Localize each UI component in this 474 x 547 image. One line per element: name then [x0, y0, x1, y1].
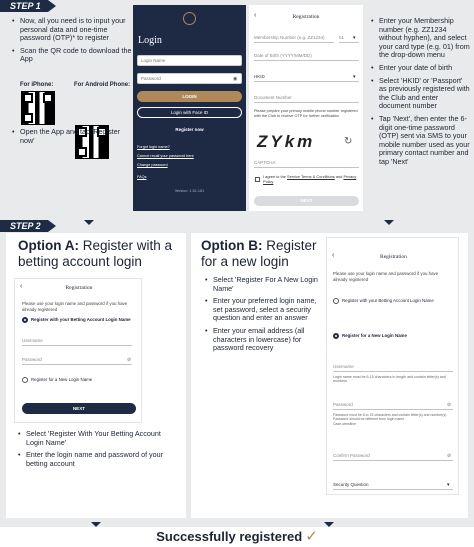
- step1-right-bullets: [371, 17, 471, 171]
- option-a-label: Option A:: [18, 238, 79, 253]
- option-a-title-rest: Register with a betting account login: [18, 238, 173, 269]
- login-screen: [133, 5, 246, 211]
- password-hints: [333, 413, 453, 426]
- option-b-title-rest: Register for a new login: [201, 238, 317, 269]
- registration-screen-step1: [249, 5, 363, 211]
- password-field-b[interactable]: Password: [333, 400, 453, 410]
- register-now-link[interactable]: Register now: [175, 127, 204, 132]
- next-button-step1[interactable]: NEXT: [254, 196, 359, 206]
- success-text: Successfully registered: [156, 529, 303, 544]
- option-a-card: [6, 233, 186, 518]
- login-title: Login: [138, 35, 162, 46]
- bullet-enter-email: • Enter your email address (all characters in lowercase) for password recovery: [205, 327, 323, 353]
- step-2-tag: STEP 2: [0, 220, 48, 232]
- password-field-a[interactable]: Password: [22, 355, 132, 365]
- step1-open-app-bullet: [12, 128, 132, 149]
- refresh-icon[interactable]: ↻: [344, 136, 353, 147]
- security-question-select[interactable]: Security Question: [333, 480, 453, 490]
- bullet-open-app: • Open the App and tap 'Register now': [12, 128, 132, 145]
- option-a-phone: [14, 278, 142, 423]
- terms-checkbox[interactable]: [255, 177, 260, 182]
- terms-prefix: I agree to the: [263, 174, 286, 179]
- arrow-down-icon: [384, 220, 394, 225]
- radio-betting-label-a: Register with your Betting Account Login Name: [31, 317, 131, 323]
- username-field-a[interactable]: Username: [22, 336, 132, 346]
- username-hint: Login name must be 6-15 characters in length and contain letter(s) and numbers: [333, 375, 446, 384]
- terms-and: and: [335, 174, 343, 179]
- bullet-enter-login: • Enter the login name and password of your betting account: [18, 451, 180, 468]
- radio-selected-icon: [22, 317, 28, 323]
- document-type-select[interactable]: HKID: [254, 72, 359, 82]
- terms-text: [263, 175, 359, 185]
- eye-off-icon[interactable]: ⊘: [447, 453, 452, 459]
- iphone-qr-code: [21, 91, 55, 125]
- bullet-otp: • Tap 'Next', then enter the 6-digit one-time password (OTP) sent via SMS to your mobile number used as your primary contact number and tap 'Next': [371, 115, 471, 167]
- eye-off-icon[interactable]: ⊘: [127, 357, 132, 363]
- password-hint-2: Password should be different from login name: [333, 417, 405, 422]
- membership-number-field[interactable]: Membership Number (e.g. ZZ1234): [254, 33, 334, 43]
- bullet-select-new-login: • Select 'Register For A New Login Name': [205, 276, 323, 293]
- radio-new-login-a[interactable]: [22, 377, 137, 383]
- registration-title-b: Registration: [380, 254, 407, 260]
- privacy-link[interactable]: Privacy Policy: [263, 174, 357, 184]
- instruction-b: Please use your login name and password if you have already registered: [333, 271, 439, 282]
- radio-selected-icon: [333, 333, 339, 339]
- club-logo: [183, 12, 196, 25]
- back-chevron-icon[interactable]: ‹: [332, 252, 335, 259]
- forgot-login-link[interactable]: Forgot login name?: [137, 145, 170, 149]
- next-button-a[interactable]: NEXT: [22, 403, 136, 414]
- bullet-document: • Select 'HKID' or 'Passport' as previously registered with the Club and enter document number: [371, 77, 471, 111]
- dob-field[interactable]: Date of Birth (YYYY/MM/DD): [254, 51, 359, 61]
- card-type-select[interactable]: 01: [339, 33, 359, 43]
- bullet-scan-qr: • Scan the QR code to download the App: [12, 47, 134, 64]
- bullet-enter-preferred-login: • Enter your preferred login name, set password, select a security question and enter an answer: [205, 297, 323, 323]
- success-banner: [0, 527, 474, 547]
- option-b-phone: [326, 237, 459, 495]
- login-name-input[interactable]: Login Name: [137, 55, 242, 66]
- back-chevron-icon[interactable]: ‹: [20, 283, 23, 290]
- step-1-tag: STEP 1: [0, 0, 48, 12]
- faqs-link[interactable]: FAQs: [137, 175, 147, 179]
- step1-left-bullets: [12, 17, 134, 68]
- terms-link[interactable]: Service Terms & Conditions: [287, 174, 335, 179]
- change-password-link[interactable]: Change password: [137, 163, 168, 167]
- registration-title-a: Registration: [65, 285, 93, 291]
- recall-password-link[interactable]: Cannot recall your password here: [137, 154, 194, 158]
- bullet-membership: • Enter your Membership number (e.g. ZZ1234 without hyphen), and select your card type (e.g. 01) from the drop-down menu: [371, 17, 471, 60]
- confirm-password-field[interactable]: Confirm Password: [333, 451, 453, 461]
- card-type-chevron-icon: ▾: [353, 35, 356, 41]
- back-chevron-icon[interactable]: ‹: [254, 12, 257, 19]
- radio-betting-label-b: Register with your Betting Account Login Name: [342, 298, 434, 304]
- option-b-label: Option B:: [201, 238, 263, 253]
- radio-betting-account-b[interactable]: [333, 298, 455, 304]
- radio-new-login-label-a: Register for a New Login Name: [31, 377, 93, 383]
- chevron-down-icon: ▾: [447, 482, 450, 488]
- password-hint-1: Password must be 8 to 15 characters and contain letter(s) and number(s): [333, 413, 447, 417]
- captcha-image: ZYkm: [257, 132, 316, 151]
- option-b-title: [201, 238, 323, 270]
- radio-new-login-label-b: Register for a New Login Name: [342, 333, 407, 339]
- version-text: Version: 1.51.181: [174, 189, 205, 193]
- captcha-field[interactable]: CAPTCHA: [254, 158, 359, 168]
- bullet-select-betting: • Select 'Register With Your Betting Account Login Name': [18, 430, 180, 447]
- bullet-personal-data: • Now, all you need is to input your personal data and one-time password (OTP)* to register: [12, 17, 134, 43]
- option-a-bullets: [18, 430, 180, 472]
- radio-unselected-icon: [22, 377, 28, 383]
- password-hint-3: Case-sensitive: [333, 421, 356, 426]
- doc-type-chevron-icon: ▾: [353, 74, 356, 80]
- eye-off-icon[interactable]: ⊘: [447, 402, 452, 408]
- instruction-a: Please use your login name and password if you have already registered: [22, 301, 128, 312]
- eye-icon[interactable]: ◉: [233, 76, 238, 82]
- bullet-dob: • Enter your date of birth: [371, 64, 471, 73]
- login-button[interactable]: LOGIN: [137, 91, 242, 102]
- option-a-title: [18, 238, 180, 270]
- document-number-field[interactable]: Document Number: [254, 93, 359, 103]
- option-b-card: [191, 233, 468, 518]
- password-input[interactable]: Password: [137, 73, 242, 84]
- registration-title: Registration: [292, 14, 320, 20]
- iphone-label: For iPhone:: [20, 82, 54, 88]
- username-field-b[interactable]: Username: [333, 362, 453, 372]
- face-id-button[interactable]: Login with Face ID: [137, 107, 242, 118]
- radio-new-login-b[interactable]: [333, 333, 455, 339]
- android-label: For Android Phone:: [74, 82, 131, 88]
- radio-unselected-icon: [333, 298, 339, 304]
- check-icon: ✓: [305, 528, 318, 545]
- radio-betting-account-a[interactable]: [22, 317, 137, 323]
- phone-note: Please prepare your primary mobile phone number registered with the Club to receive OTP for further verification: [254, 109, 358, 118]
- option-b-bullets: [205, 276, 323, 357]
- arrow-down-icon: [84, 220, 94, 225]
